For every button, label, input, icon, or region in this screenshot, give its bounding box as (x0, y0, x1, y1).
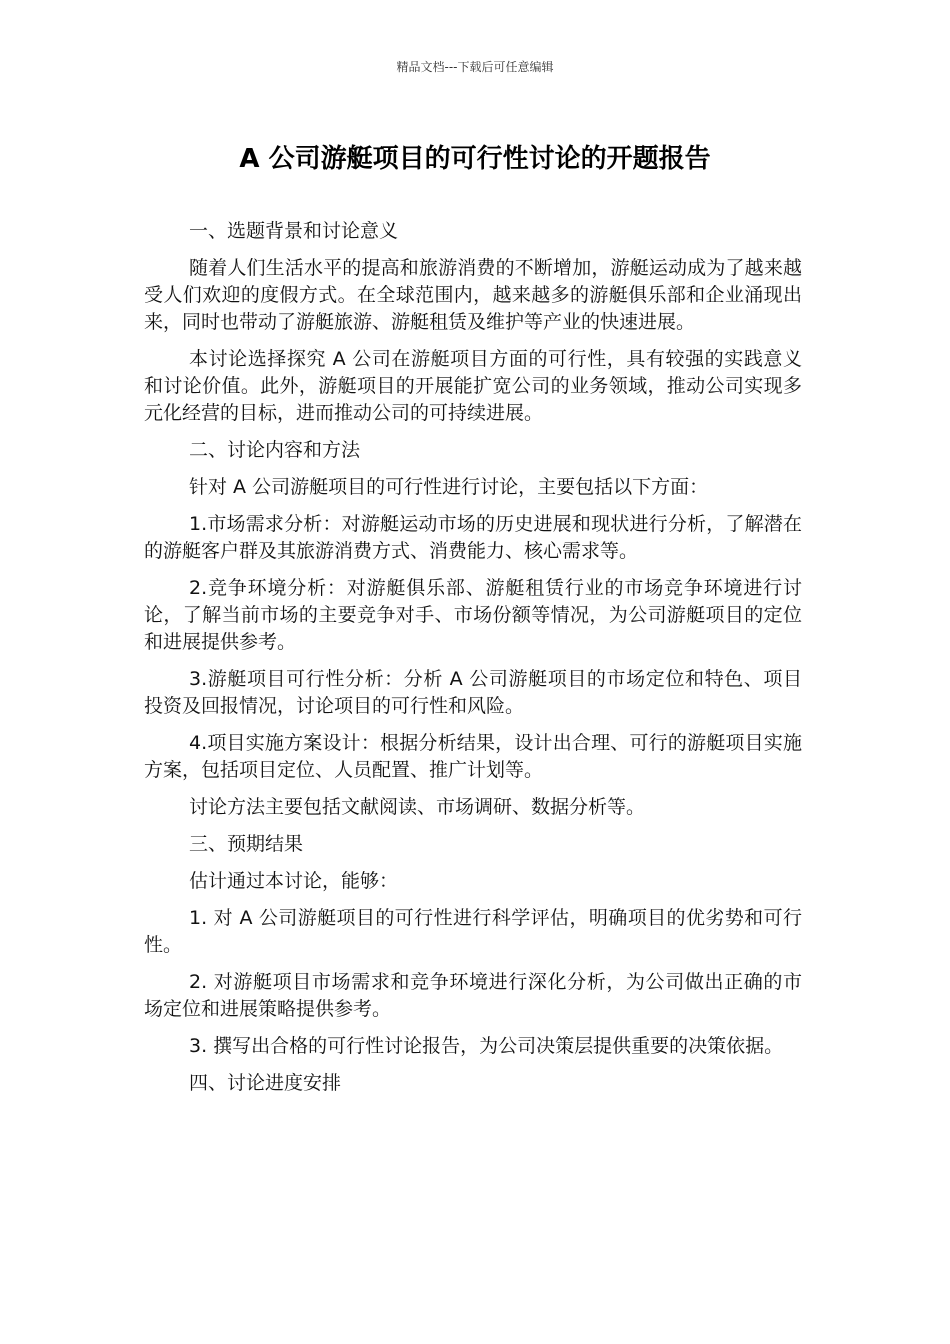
paragraph-background-2: 本讨论选择探究 A 公司在游艇项目方面的可行性，具有较强的实践意义和讨论价值。此外，游艇项目的开展能扩宽公司的业务领域，推动公司实现多元化经营的目标，进而推动公司的可持续进展。 (144, 348, 802, 424)
section-heading-expected-results: 三、预期结果 (189, 833, 304, 855)
paragraph-methods: 讨论方法主要包括文献阅读、市场调研、数据分析等。 (189, 796, 646, 818)
list-item-market-demand: 1.市场需求分析：对游艇运动市场的历史进展和现状进行分析，了解潜在的游艇客户群及其旅游消费方式、消费能力、核心需求等。 (144, 513, 802, 562)
document-body (144, 218, 802, 1107)
list-item-competition: 2.竞争环境分析：对游艇俱乐部、游艇租赁行业的市场竞争环境进行讨论，了解当前市场的主要竞争对手、市场份额等情况，为公司游艇项目的定位和进展提供参考。 (144, 577, 802, 653)
paragraph-background-1: 随着人们生活水平的提高和旅游消费的不断增加，游艇运动成为了越来越受人们欢迎的度假方式。在全球范围内，越来越多的游艇俱乐部和企业涌现出来，同时也带动了游艇旅游、游艇租赁及维护等产业的快速进展。 (144, 257, 802, 333)
header-note: 精品文档---下载后可任意编辑 (396, 60, 554, 74)
section-heading-schedule: 四、讨论进度安排 (189, 1072, 342, 1094)
paragraph-expected-intro: 估计通过本讨论，能够： (189, 870, 399, 892)
list-item-result-1: 1. 对 A 公司游艇项目的可行性进行科学评估，明确项目的优劣势和可行性。 (144, 907, 802, 956)
document-title: A 公司游艇项目的可行性讨论的开题报告 (239, 144, 711, 174)
section-heading-background: 一、选题背景和讨论意义 (189, 220, 399, 242)
list-item-result-2: 2. 对游艇项目市场需求和竞争环境进行深化分析，为公司做出正确的市场定位和进展策略提供参考。 (144, 971, 802, 1020)
list-item-result-3: 3. 撰写出合格的可行性讨论报告，为公司决策层提供重要的决策依据。 (189, 1035, 784, 1057)
list-item-implementation: 4.项目实施方案设计：根据分析结果，设计出合理、可行的游艇项目实施方案，包括项目定位、人员配置、推广计划等。 (144, 732, 802, 781)
list-item-feasibility: 3.游艇项目可行性分析：分析 A 公司游艇项目的市场定位和特色、项目投资及回报情况，讨论项目的可行性和风险。 (144, 668, 802, 717)
section-heading-content-methods: 二、讨论内容和方法 (189, 439, 361, 461)
paragraph-content-intro: 针对 A 公司游艇项目的可行性进行讨论，主要包括以下方面： (189, 476, 709, 498)
